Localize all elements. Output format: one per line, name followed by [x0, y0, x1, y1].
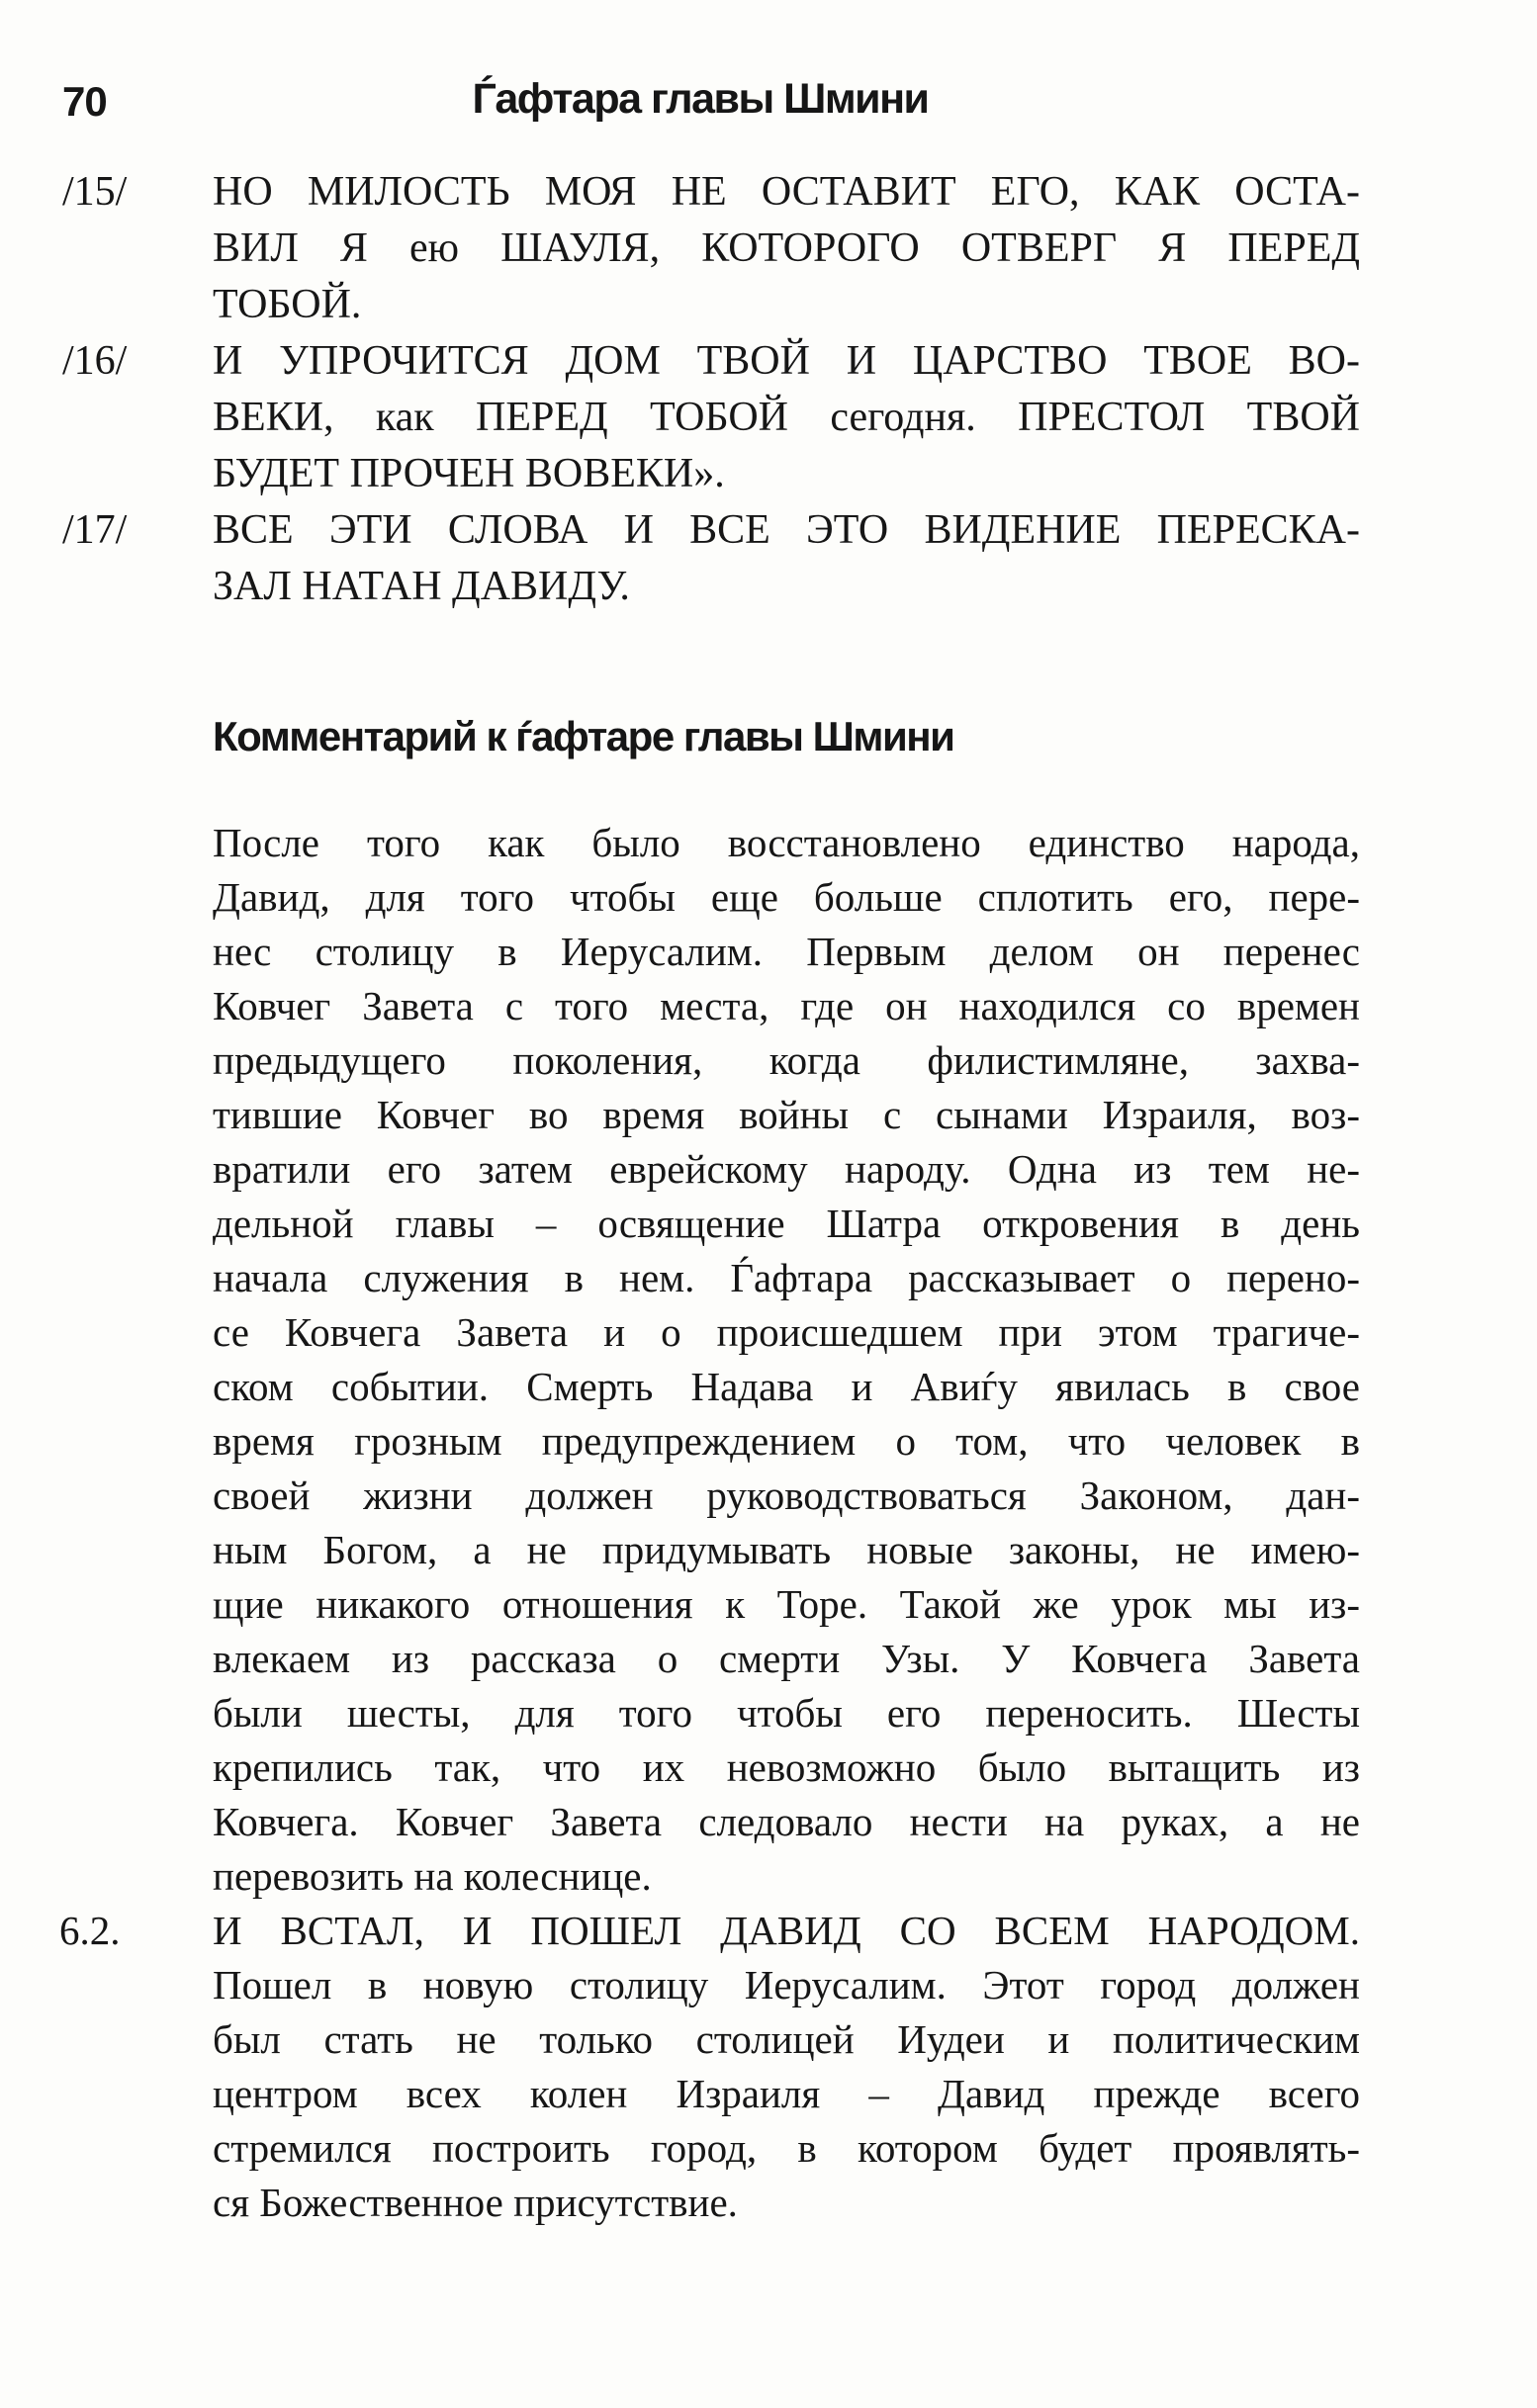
haftarah-verses [213, 164, 1360, 615]
commentary-line: перевозить на колеснице. [213, 1853, 652, 1899]
commentary-line: Ковчега. Ковчег Завета следовало нести на руках, а не [213, 1799, 1360, 1844]
commentary-body [213, 816, 1360, 2230]
commentary-line: начала служения в нем. Ѓафтара рассказывает о перено- [213, 1255, 1360, 1300]
commentary-line: ным Богом, а не придумывать новые законы, не имею- [213, 1527, 1360, 1572]
section-6-2-line: ся Божественное присутствие. [213, 2180, 738, 2225]
section-6-2-line: стремился построить город, в котором будет проявлять- [213, 2125, 1360, 2171]
commentary-heading: Комментарий к ѓафтаре главы Шмини [213, 713, 954, 759]
commentary-line: вратили его затем еврейскому народу. Одна из тем не- [213, 1146, 1360, 1192]
commentary-line: влекаем из рассказа о смерти Узы. У Ковчега Завета [213, 1636, 1360, 1681]
section-number-6-2: 6.2. [59, 1908, 121, 1953]
commentary-line: се Ковчега Завета и о происшедшем при этом трагиче- [213, 1309, 1360, 1355]
section-6-2-line: был стать не только столицей Иудеи и политическим [213, 2016, 1360, 2062]
verse-17-line: ВСЕ ЭТИ СЛОВА И ВСЕ ЭТО ВИДЕНИЕ ПЕРЕСКА- [213, 507, 1360, 553]
section-6-2-line: центром всех колен Израиля – Давид прежде всего [213, 2071, 1360, 2116]
commentary-line: дельной главы – освящение Шатра откровения в день [213, 1201, 1360, 1246]
commentary-line: После того как было восстановлено единство народа, [213, 820, 1360, 865]
verse-number-15: /15/ [62, 169, 128, 215]
commentary-line: ском событии. Смерть Надава и Авиѓу явилась в свое [213, 1364, 1360, 1409]
section-6-2-line: И ВСТАЛ, И ПОШЕЛ ДАВИД СО ВСЕМ НАРОДОМ. [213, 1908, 1360, 1953]
commentary-line: своей жизни должен руководствоваться Законом, дан- [213, 1472, 1360, 1518]
verse-15-line: ТОБОЙ. [213, 282, 362, 327]
commentary-line: нес столицу в Иерусалим. Первым делом он перенес [213, 929, 1360, 974]
commentary-line: щие никакого отношения к Торе. Такой же урок мы из- [213, 1581, 1360, 1627]
section-6-2-line: Пошел в новую столицу Иерусалим. Этот город должен [213, 1962, 1360, 2007]
commentary-line: крепились так, что их невозможно было вытащить из [213, 1744, 1360, 1790]
commentary-line: тившие Ковчег во время войны с сынами Израиля, воз- [213, 1092, 1360, 1137]
verse-number-16: /16/ [62, 338, 128, 384]
verse-17-line: ЗАЛ НАТАН ДАВИДУ. [213, 564, 630, 609]
verse-15-line: НО МИЛОСТЬ МОЯ НЕ ОСТАВИТ ЕГО, КАК ОСТА- [213, 169, 1360, 215]
commentary-line: Ковчег Завета с того места, где он находился со времен [213, 983, 1360, 1028]
verse-16-line: ВЕКИ, как ПЕРЕД ТОБОЙ сегодня. ПРЕСТОЛ ТВОЙ [213, 395, 1360, 440]
verse-16-line: БУДЕТ ПРОЧЕН ВОВЕКИ». [213, 451, 725, 496]
verse-number-17: /17/ [62, 507, 128, 553]
page-number: 70 [62, 78, 107, 125]
verse-16-line: И УПРОЧИТСЯ ДОМ ТВОЙ И ЦАРСТВО ТВОЕ ВО- [213, 338, 1360, 384]
verse-15-line: ВИЛ Я ею ШАУЛЯ, КОТОРОГО ОТВЕРГ Я ПЕРЕД [213, 225, 1360, 271]
commentary-line: предыдущего поколения, когда филистимляне, захва- [213, 1037, 1360, 1083]
commentary-line: Давид, для того чтобы еще больше сплотить его, пере- [213, 874, 1360, 920]
running-title: Ѓафтара главы Шмини [472, 75, 929, 123]
commentary-line: время грозным предупреждением о том, что человек в [213, 1418, 1360, 1464]
commentary-line: были шесты, для того чтобы его переносить. Шесты [213, 1690, 1360, 1736]
